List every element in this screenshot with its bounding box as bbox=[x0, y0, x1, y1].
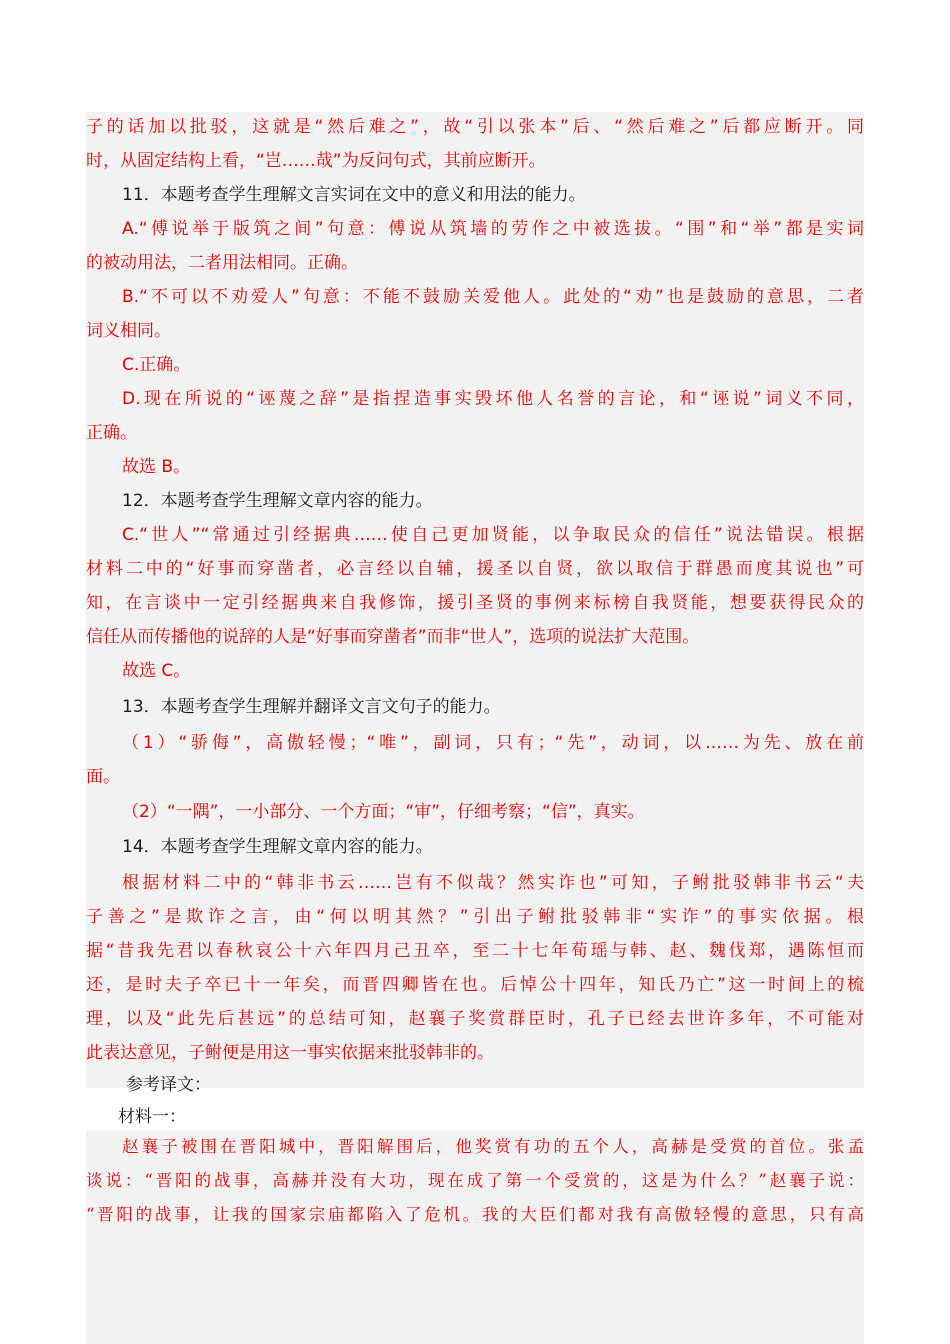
question-11-heading: 11．本题考查学生理解文言实词在文中的意义和用法的能力。 bbox=[122, 185, 586, 205]
question-13-heading: 13．本题考查学生理解并翻译文言文句子的能力。 bbox=[122, 697, 501, 717]
question-14-heading: 14．本题考查学生理解文章内容的能力。 bbox=[122, 837, 433, 857]
question-12-heading: 12．本题考查学生理解文章内容的能力。 bbox=[122, 491, 433, 511]
text-line: （2）“一隅”，一小部分、一个方面；“审”，仔细考察；“信”，真实。 bbox=[122, 802, 645, 822]
text-line: C.正确。 bbox=[122, 355, 191, 375]
text-line: B.“不可以不劝爱人”句意：不能不鼓励关爱他人。此处的“劝”也是鼓励的意思，二者 bbox=[122, 287, 864, 307]
text-line: 还，是时夫子卒已十一年矣，而晋四卿皆在也。后悼公十四年，知氏乃亡”这一时间上的梳 bbox=[86, 975, 864, 995]
text-line: 根据材料二中的“韩非书云……岂有不似哉？然实诈也”可知，子鲋批驳韩非书云“夫 bbox=[122, 873, 864, 893]
text-line: C.“世人”“常通过引经据典……使自己更加贤能，以争取民众的信任”说法错误。根据 bbox=[122, 525, 864, 545]
text-line: （1）“骄侮”，高傲轻慢；“唯”，副词，只有；“先”，动词，以……为先、放在前 bbox=[122, 733, 864, 753]
answer-line: 故选 C。 bbox=[122, 661, 191, 681]
text-line: 子善之”是欺诈之言，由“何以明其然？”引出子鲋批驳韩非“实诈”的事实依据。根 bbox=[86, 907, 864, 927]
text-line: 信任从而传播他的说辞的人是“好事而穿凿者”而非“世人”，选项的说法扩大范围。 bbox=[86, 627, 700, 647]
text-line: 的被动用法，二者用法相同。正确。 bbox=[86, 253, 358, 273]
text-line: 正确。 bbox=[86, 423, 137, 443]
text-line: 时，从固定结构上看，“岂……哉”为反问句式，其前应断开。 bbox=[86, 151, 546, 171]
text-line: 词义相同。 bbox=[86, 321, 171, 341]
text-line: 材料二中的“好事而穿凿者，必言经以自辅，援圣以自贤，欲以取信于群愚而度其说也”可 bbox=[86, 559, 864, 579]
text-line: 此表达意见，子鲋便是用这一事实依据来批驳韩非的。 bbox=[86, 1043, 494, 1063]
text-line: A.“傅说举于版筑之间”句意：傅说从筑墙的劳作之中被选拔。“围”和“举”都是实词 bbox=[122, 219, 864, 239]
material-one-heading: 材料一： bbox=[118, 1107, 186, 1127]
text-line: 面。 bbox=[86, 767, 120, 787]
reference-translation-heading: 参考译文： bbox=[126, 1075, 211, 1095]
answer-line: 故选 B。 bbox=[122, 457, 191, 477]
text-line: D.现在所说的“诬蔑之辞”是指捏造事实毁坏他人名誉的言论，和“诬说”词义不同， bbox=[122, 389, 864, 409]
text-line: 子的话加以批驳，这就是“然后难之”，故“引以张本”后、“然后难之”后都应断开。同 bbox=[86, 117, 864, 137]
translation-line: “晋阳的战事，让我的国家宗庙都陷入了危机。我的大臣们都对我有高傲轻慢的意思，只有高 bbox=[86, 1205, 864, 1224]
text-line: 知，在言谈中一定引经据典来自我修饰，援引圣贤的事例来标榜自我贤能，想要获得民众的 bbox=[86, 593, 864, 613]
translation-line: 谈说：“晋阳的战事，高赫并没有大功，现在成了第一个受赏的，这是为什么？”赵襄子说： bbox=[86, 1171, 864, 1190]
translation-line: 赵襄子被围在晋阳城中，晋阳解围后，他奖赏有功的五个人，高赫是受赏的首位。张孟 bbox=[122, 1137, 864, 1156]
text-line: 理，以及“此先后甚远”的总结可知，赵襄子奖赏群臣时，孔子已经去世许多年，不可能对 bbox=[86, 1009, 864, 1029]
text-line: 据“昔我先君以春秋哀公十六年四月己丑卒，至二十七年荀瑶与韩、赵、魏伐郑，遇陈恒而 bbox=[86, 941, 864, 961]
